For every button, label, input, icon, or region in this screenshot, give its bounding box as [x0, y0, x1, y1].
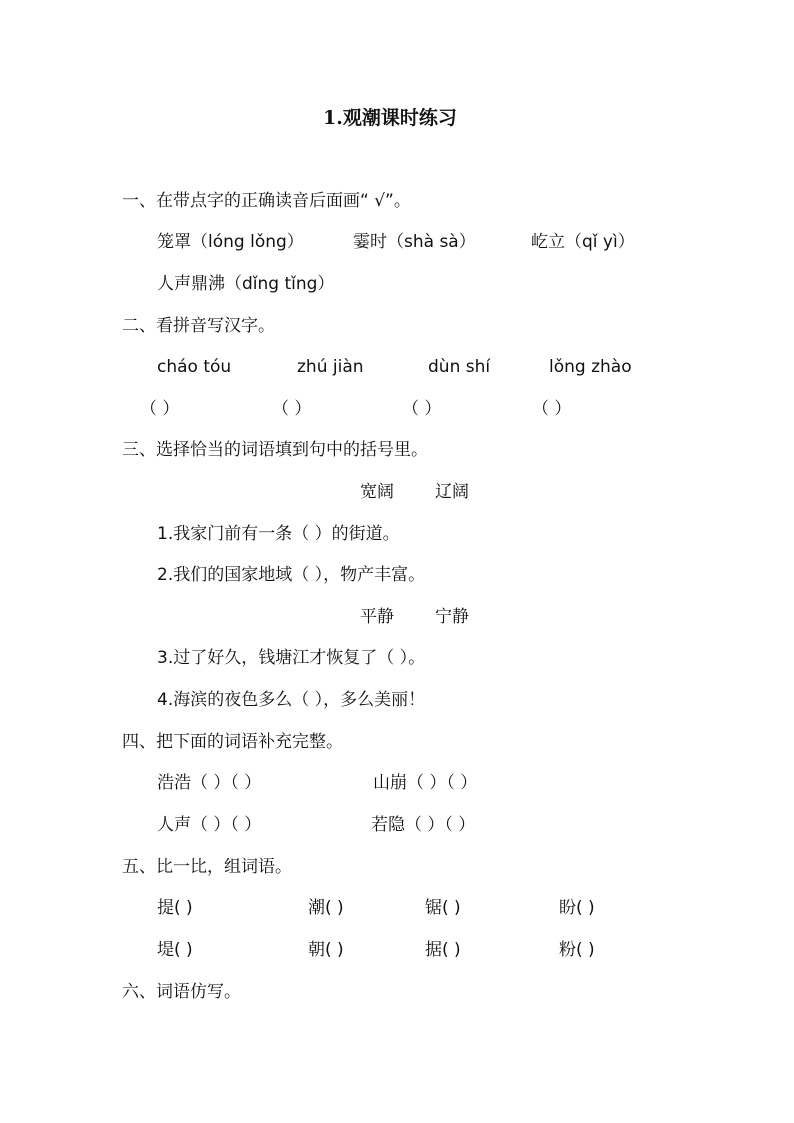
section-6-heading: 六、词语仿写。 — [122, 982, 241, 1002]
compare-item: 提( ) — [157, 898, 193, 918]
pinyin-choice-item: 笼罩（lóng lǒng） — [157, 232, 304, 252]
pinyin-choice-item: 人声鼎沸（dǐng tǐng） — [157, 274, 335, 294]
answer-blank[interactable]: （ ） — [532, 399, 572, 419]
answer-blank[interactable]: （ ） — [140, 399, 180, 419]
fill-sentence: 1.我家门前有一条（ ）的街道。 — [157, 524, 400, 544]
answer-blank[interactable]: （ ） — [272, 399, 312, 419]
compare-item: 朝( ) — [308, 940, 344, 960]
compare-item: 锯( ) — [425, 898, 461, 918]
pinyin-item: dùn shí — [428, 357, 491, 377]
idiom-item: 若隐（ ）（ ） — [371, 815, 476, 835]
pinyin-row — [157, 356, 677, 378]
compare-item: 据( ) — [425, 940, 461, 960]
idiom-item: 人声（ ）（ ） — [157, 815, 262, 835]
compare-item: 堤( ) — [157, 940, 193, 960]
pinyin-choice-item: 屹立（qǐ yì） — [531, 232, 635, 252]
word-choice: 辽阔 — [435, 482, 469, 502]
fill-sentence: 4.海滨的夜色多么（ ），多么美丽！ — [157, 690, 426, 710]
compare-row — [157, 939, 677, 961]
section-5-heading: 五、比一比，组词语。 — [122, 857, 292, 877]
answer-blank[interactable]: （ ） — [402, 399, 442, 419]
section-2-heading: 二、看拼音写汉字。 — [122, 316, 275, 336]
section-4-heading: 四、把下面的词语补充完整。 — [122, 732, 343, 752]
section-1-row-1 — [157, 231, 717, 253]
word-choice: 平静 — [360, 607, 394, 627]
idiom-row — [157, 814, 577, 836]
answer-blank-row — [140, 398, 680, 420]
page-title: 1.观潮课时练习 — [323, 107, 457, 129]
word-choice: 宁静 — [435, 607, 469, 627]
pinyin-item: cháo tóu — [157, 357, 232, 377]
word-choice: 宽阔 — [360, 482, 394, 502]
fill-sentence: 3.过了好久，钱塘江才恢复了（ ）。 — [157, 648, 426, 668]
word-choice-row — [360, 606, 520, 628]
section-3-heading: 三、选择恰当的词语填到句中的括号里。 — [122, 440, 428, 460]
idiom-row — [157, 772, 577, 794]
pinyin-choice-item: 霎时（shà sà） — [353, 232, 476, 252]
idiom-item: 浩浩（ ）（ ） — [157, 773, 262, 793]
idiom-item: 山崩（ ）（ ） — [373, 773, 478, 793]
compare-item: 潮( ) — [308, 898, 344, 918]
compare-item: 粉( ) — [559, 940, 595, 960]
pinyin-item: zhú jiàn — [297, 357, 364, 377]
fill-sentence: 2.我们的国家地域（ ），物产丰富。 — [157, 565, 426, 585]
word-choice-row — [360, 481, 520, 503]
compare-item: 盼( ) — [559, 898, 595, 918]
pinyin-item: lǒng zhào — [549, 357, 632, 377]
compare-row — [157, 897, 677, 919]
section-1-heading: 一、在带点字的正确读音后面画“ √”。 — [122, 191, 411, 211]
